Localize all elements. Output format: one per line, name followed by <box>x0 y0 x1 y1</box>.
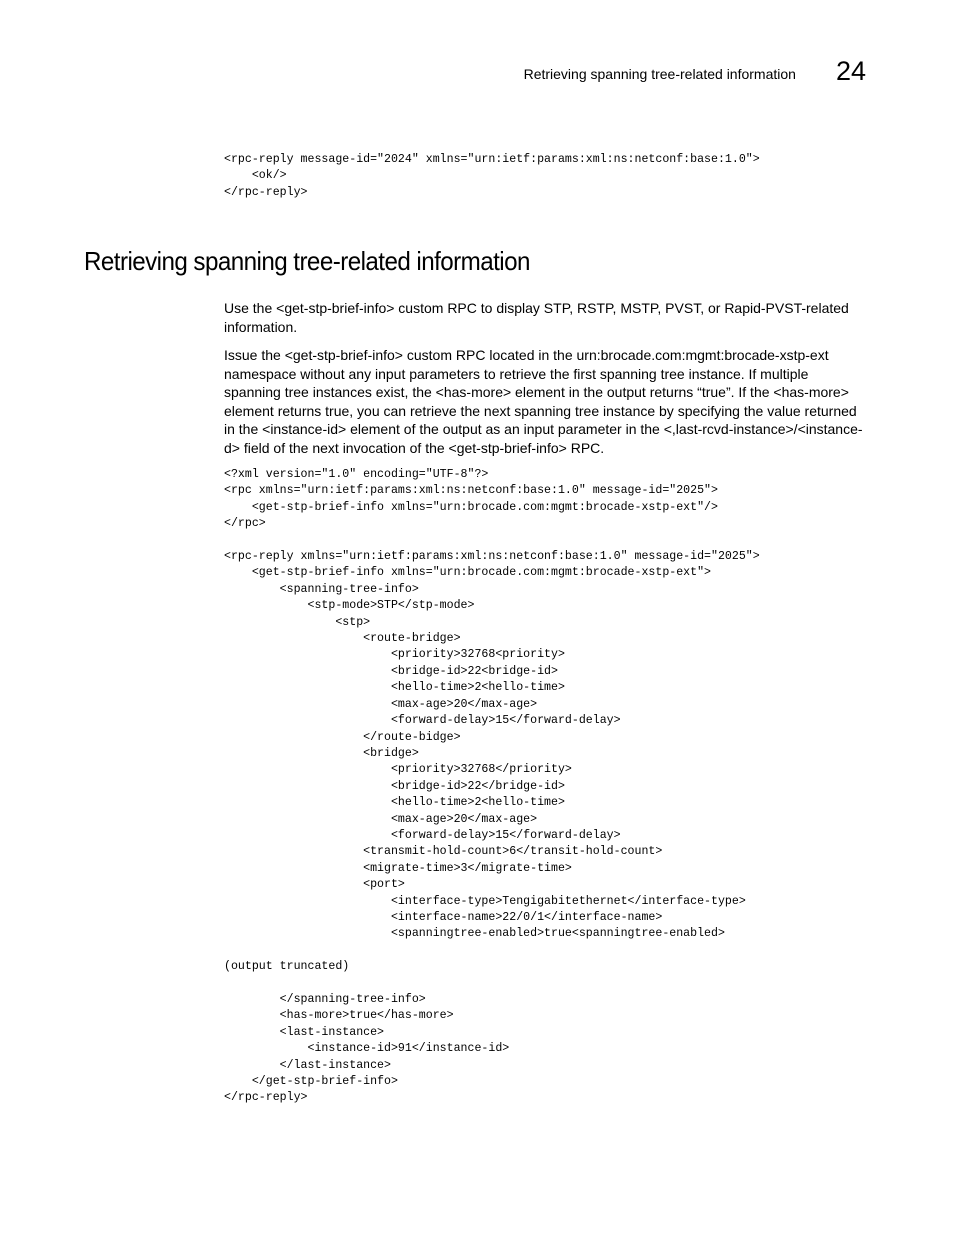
section-heading: Retrieving spanning tree-related information <box>84 246 530 276</box>
running-header <box>524 57 866 85</box>
usage-paragraph: Issue the <get-stp-brief-info> custom RPC located in the urn:brocade.com:mgmt:brocade-xstp-ext namespace without any input parameters to retrieve the first spanning tree instance. If multiple spanning tree instances exist, the <has-more> element in the output returns “true”. If the <has-more> element returns true, you can retrieve the next spanning tree instance by specifying the value returned in the <instance-id> element of the output as an input parameter in the <,last-rcvd-instance>/<instance-d> field of the next invocation of the <get-stp-brief-info> RPC. <box>224 347 863 456</box>
chapter-number: 24 <box>835 56 866 86</box>
code-block-rpc-reply-ok: <rpc-reply message-id="2024" xmlns="urn:ietf:params:xml:ns:netconf:base:1.0"> <ok/> </rpc-reply> <box>224 153 760 199</box>
intro-paragraph: Use the <get-stp-brief-info> custom RPC to display STP, RSTP, MSTP, PVST, or Rapid-PVST-related information. <box>224 300 849 335</box>
running-header-title: Retrieving spanning tree-related information <box>523 66 796 82</box>
code-block-get-stp-brief-info: <?xml version="1.0" encoding="UTF-8"?> <rpc xmlns="urn:ietf:params:xml:ns:netconf:base:1.0" message-id="2025"> <get-stp-brief-info xmlns="urn:brocade.com:mgmt:brocade-xstp-ext"/> </rpc> <rpc-reply xmlns="urn:ietf:params:xml:ns:netconf:base:1.0" message-id="2025"> <get-stp-brief-info xmlns="urn:brocade.com:mgmt:brocade-xstp-ext"> <spanning-tree-info> <stp-mode>STP</stp-mode> <stp> <route-bridge> <priority>32768<priority> <bridge-id>22<bridge-id> <hello-time>2<hello-time> <max-age>20</max-age> <forward-delay>15</forward-delay> </route-bidge> <bridge> <priority>32768</priority> <bridge-id>22</bridge-id> <hello-time>2<hello-time> <max-age>20</max-age> <forward-delay>15</forward-delay> <transmit-hold-count>6</transit-hold-count> <migrate-time>3</migrate-time> <port> <interface-type>Tengigabitethernet</interface-type> <interface-name>22/0/1</interface-name> <spanningtree-enabled>true<spanningtree-enabled> (output truncated) </spanning-tree-info> <has-more>true</has-more> <last-instance> <instance-id>91</instance-id> </last-instance> </get-stp-brief-info> </rpc-reply> <box>224 468 760 1105</box>
